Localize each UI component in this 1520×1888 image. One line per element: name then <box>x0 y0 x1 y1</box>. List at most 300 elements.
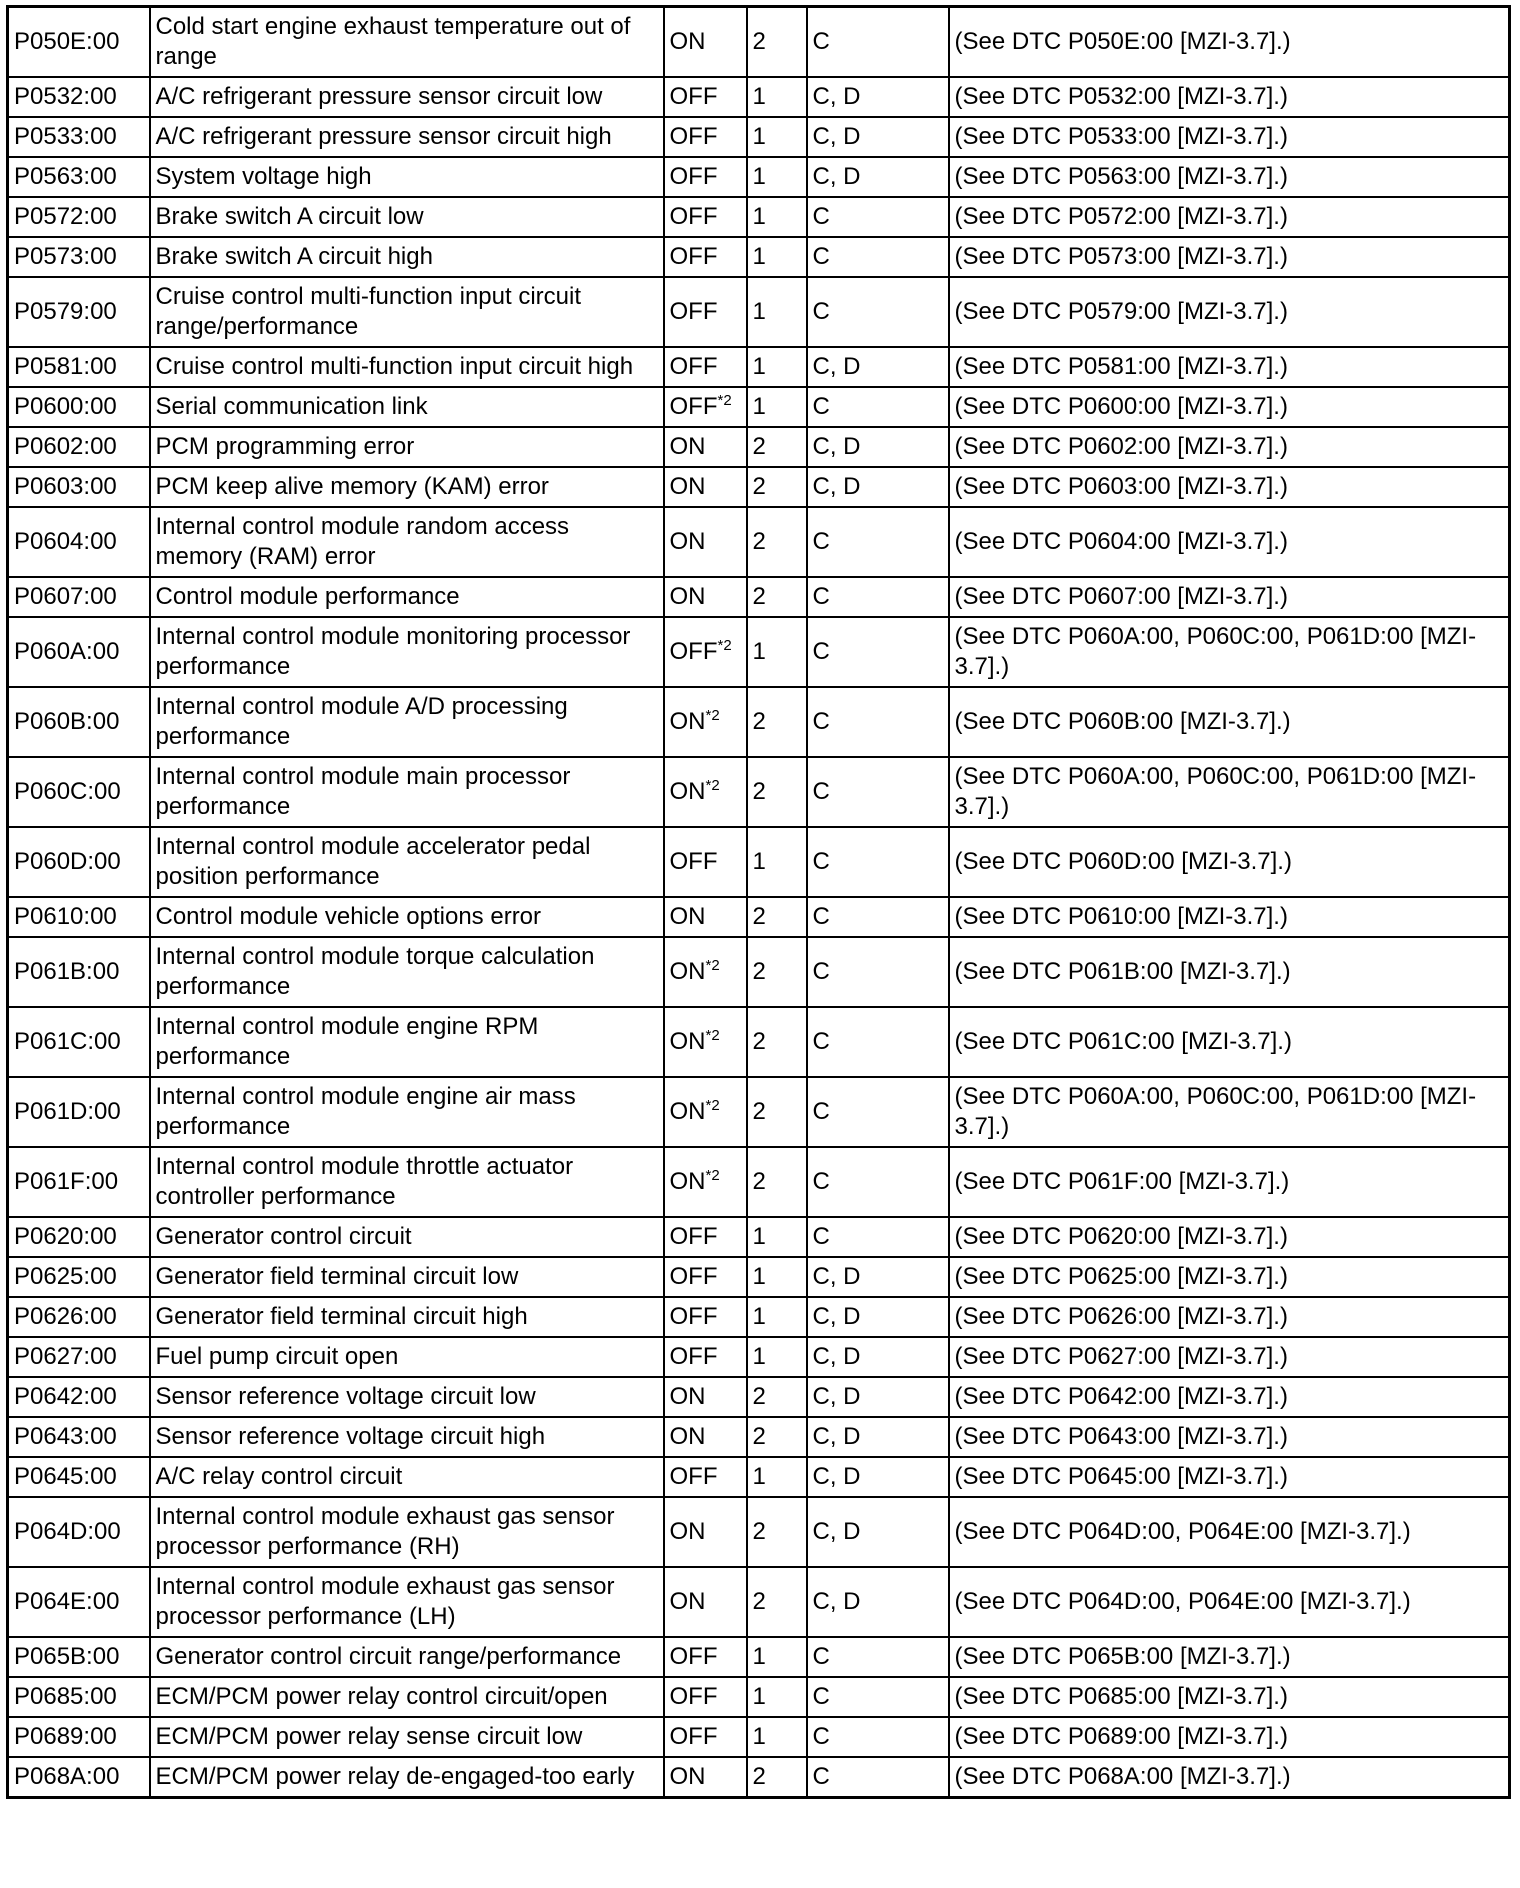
dtc-code-cell <box>8 1637 150 1677</box>
table-row <box>8 897 1510 937</box>
dtc-description-cell <box>150 347 664 387</box>
reference-cell <box>949 77 1510 117</box>
reference-cell <box>949 617 1510 687</box>
dc-cell <box>747 757 807 827</box>
monitor-item-cell <box>807 1257 949 1297</box>
dc-cell <box>747 117 807 157</box>
dtc-description-text: Internal control module exhaust gas sensor processor performance (LH) <box>155 1573 615 1630</box>
table-row <box>8 1717 1510 1757</box>
table-row <box>8 827 1510 897</box>
monitor-item-cell <box>807 577 949 617</box>
table-row <box>8 1077 1510 1147</box>
dtc-description-cell <box>150 117 664 157</box>
dtc-code-text: P0620:00 <box>14 1223 117 1250</box>
dtc-code-text: P0563:00 <box>14 163 117 190</box>
dtc-description-text: Cruise control multi-function input circuit high <box>155 353 634 380</box>
monitor-item-cell <box>807 197 949 237</box>
dtc-description-text: Sensor reference voltage circuit low <box>155 1383 536 1410</box>
mil-text: ON <box>669 583 706 610</box>
mil-cell <box>664 347 747 387</box>
dc-cell <box>747 577 807 617</box>
dc-cell <box>747 237 807 277</box>
dtc-description-cell <box>150 687 664 757</box>
reference-text: (See DTC P060D:00 [MZI-3.7].) <box>954 848 1292 875</box>
monitor-item-cell <box>807 1217 949 1257</box>
mil-cell <box>664 237 747 277</box>
reference-text: (See DTC P0600:00 [MZI-3.7].) <box>954 393 1288 420</box>
reference-cell <box>949 427 1510 467</box>
dc-cell <box>747 507 807 577</box>
dtc-code-text: P0607:00 <box>14 583 117 610</box>
dtc-code-cell <box>8 757 150 827</box>
monitor-item-text: C, D <box>812 1463 861 1490</box>
reference-text: (See DTC P0627:00 [MZI-3.7].) <box>954 1343 1288 1370</box>
dtc-table <box>6 5 1511 1799</box>
monitor-item-cell <box>807 687 949 757</box>
dtc-code-text: P0645:00 <box>14 1463 117 1490</box>
dtc-code-text: P064E:00 <box>14 1588 120 1615</box>
dtc-code-cell <box>8 1077 150 1147</box>
mil-text: ON <box>669 708 706 735</box>
mil-cell <box>664 277 747 347</box>
dc-cell <box>747 387 807 427</box>
dtc-description-text: Fuel pump circuit open <box>155 1343 399 1370</box>
dtc-code-text: P0579:00 <box>14 298 117 325</box>
reference-text: (See DTC P0607:00 [MZI-3.7].) <box>954 583 1288 610</box>
dtc-code-text: P060C:00 <box>14 778 121 805</box>
dc-text: 2 <box>752 1168 766 1195</box>
reference-cell <box>949 1637 1510 1677</box>
reference-text: (See DTC P050E:00 [MZI-3.7].) <box>954 28 1291 55</box>
dtc-description-cell <box>150 197 664 237</box>
mil-cell <box>664 1567 747 1637</box>
monitor-item-cell <box>807 1567 949 1637</box>
reference-cell <box>949 1337 1510 1377</box>
monitor-item-cell <box>807 77 949 117</box>
mil-text: OFF <box>669 203 718 230</box>
dc-cell <box>747 197 807 237</box>
dc-cell <box>747 1637 807 1677</box>
dtc-code-cell <box>8 1337 150 1377</box>
mil-cell <box>664 427 747 467</box>
dtc-description-text: ECM/PCM power relay control circuit/open <box>155 1683 608 1710</box>
mil-text: OFF <box>669 1643 718 1670</box>
reference-cell <box>949 1217 1510 1257</box>
dtc-description-cell <box>150 387 664 427</box>
mil-text: ON <box>669 1588 706 1615</box>
monitor-item-text: C <box>812 1643 830 1670</box>
reference-text: (See DTC P060A:00, P060C:00, P061D:00 [MZI-3.7].) <box>954 763 1477 820</box>
mil-text: OFF <box>669 1263 718 1290</box>
reference-cell <box>949 237 1510 277</box>
monitor-item-text: C, D <box>812 433 861 460</box>
dtc-description-text: Internal control module random access memory (RAM) error <box>155 513 570 570</box>
dtc-description-text: Internal control module accelerator pedal position performance <box>155 833 591 890</box>
table-row <box>8 1677 1510 1717</box>
table-row <box>8 157 1510 197</box>
monitor-item-cell <box>807 1417 949 1457</box>
monitor-item-cell <box>807 7 949 78</box>
dtc-code-cell <box>8 117 150 157</box>
dtc-description-cell <box>150 1147 664 1217</box>
monitor-item-text: C <box>812 1168 830 1195</box>
dtc-description-cell <box>150 1007 664 1077</box>
mil-text: OFF <box>669 393 718 420</box>
dtc-code-cell <box>8 687 150 757</box>
dc-text: 2 <box>752 1518 766 1545</box>
dtc-code-text: P064D:00 <box>14 1518 121 1545</box>
dtc-code-text: P0627:00 <box>14 1343 117 1370</box>
footnote-marker: *2 <box>717 392 732 409</box>
reference-text: (See DTC P0642:00 [MZI-3.7].) <box>954 1383 1288 1410</box>
table-row <box>8 117 1510 157</box>
dtc-description-text: Internal control module torque calculation performance <box>155 943 595 1000</box>
dtc-code-text: P0533:00 <box>14 123 117 150</box>
mil-cell <box>664 157 747 197</box>
mil-cell <box>664 1217 747 1257</box>
monitor-item-text: C <box>812 1098 830 1125</box>
footnote-marker: *2 <box>705 1097 720 1114</box>
mil-cell <box>664 1757 747 1798</box>
mil-text: ON <box>669 433 706 460</box>
dtc-description-text: Generator control circuit <box>155 1223 412 1250</box>
mil-text: OFF <box>669 243 718 270</box>
dtc-code-text: P0572:00 <box>14 203 117 230</box>
dtc-code-cell <box>8 1677 150 1717</box>
dtc-table-container <box>6 5 1508 1799</box>
table-row <box>8 197 1510 237</box>
monitor-item-cell <box>807 1677 949 1717</box>
dtc-code-text: P0581:00 <box>14 353 117 380</box>
dc-cell <box>747 77 807 117</box>
monitor-item-text: C <box>812 848 830 875</box>
dtc-description-cell <box>150 427 664 467</box>
dc-text: 2 <box>752 1763 766 1790</box>
mil-cell <box>664 1377 747 1417</box>
monitor-item-text: C, D <box>812 353 861 380</box>
dc-text: 1 <box>752 393 766 420</box>
dc-cell <box>747 1717 807 1757</box>
dtc-description-cell <box>150 1077 664 1147</box>
dtc-code-cell <box>8 237 150 277</box>
table-row <box>8 387 1510 427</box>
monitor-item-text: C, D <box>812 1303 861 1330</box>
monitor-item-cell <box>807 427 949 467</box>
table-row <box>8 1217 1510 1257</box>
dtc-description-cell <box>150 1457 664 1497</box>
monitor-item-cell <box>807 827 949 897</box>
dtc-code-cell <box>8 617 150 687</box>
mil-cell <box>664 1257 747 1297</box>
monitor-item-text: C <box>812 28 830 55</box>
table-row <box>8 617 1510 687</box>
dtc-description-text: Control module vehicle options error <box>155 903 542 930</box>
monitor-item-text: C <box>812 903 830 930</box>
monitor-item-text: C, D <box>812 1383 861 1410</box>
reference-text: (See DTC P0610:00 [MZI-3.7].) <box>954 903 1288 930</box>
dtc-description-text: A/C relay control circuit <box>155 1463 403 1490</box>
dtc-code-cell <box>8 387 150 427</box>
reference-text: (See DTC P0602:00 [MZI-3.7].) <box>954 433 1288 460</box>
dc-cell <box>747 897 807 937</box>
monitor-item-cell <box>807 1637 949 1677</box>
reference-text: (See DTC P061C:00 [MZI-3.7].) <box>954 1028 1292 1055</box>
dtc-code-text: P061F:00 <box>14 1168 119 1195</box>
reference-cell <box>949 827 1510 897</box>
mil-cell <box>664 7 747 78</box>
dc-cell <box>747 467 807 507</box>
reference-cell <box>949 687 1510 757</box>
mil-text: ON <box>669 1383 706 1410</box>
monitor-item-text: C <box>812 638 830 665</box>
mil-text: OFF <box>669 638 718 665</box>
dtc-code-cell <box>8 1147 150 1217</box>
dtc-code-text: P0600:00 <box>14 393 117 420</box>
monitor-item-cell <box>807 1497 949 1567</box>
table-row <box>8 427 1510 467</box>
reference-cell <box>949 1377 1510 1417</box>
dtc-description-cell <box>150 577 664 617</box>
table-row <box>8 1007 1510 1077</box>
monitor-item-text: C, D <box>812 1423 861 1450</box>
dc-cell <box>747 157 807 197</box>
dtc-description-cell <box>150 1677 664 1717</box>
mil-cell <box>664 467 747 507</box>
dtc-description-cell <box>150 237 664 277</box>
dc-text: 1 <box>752 1223 766 1250</box>
monitor-item-cell <box>807 1757 949 1798</box>
dtc-code-cell <box>8 277 150 347</box>
dc-cell <box>747 1677 807 1717</box>
mil-cell <box>664 77 747 117</box>
dc-text: 1 <box>752 638 766 665</box>
mil-cell <box>664 507 747 577</box>
footnote-marker: *2 <box>705 777 720 794</box>
reference-cell <box>949 1077 1510 1147</box>
dtc-description-cell <box>150 507 664 577</box>
mil-text: OFF <box>669 1223 718 1250</box>
dc-text: 1 <box>752 1343 766 1370</box>
mil-cell <box>664 1417 747 1457</box>
mil-text: ON <box>669 1518 706 1545</box>
footnote-marker: *2 <box>705 957 720 974</box>
dtc-code-text: P065B:00 <box>14 1643 120 1670</box>
dtc-description-cell <box>150 77 664 117</box>
reference-text: (See DTC P0604:00 [MZI-3.7].) <box>954 528 1288 555</box>
dc-text: 1 <box>752 203 766 230</box>
dtc-code-cell <box>8 1567 150 1637</box>
monitor-item-text: C <box>812 1028 830 1055</box>
monitor-item-cell <box>807 277 949 347</box>
monitor-item-cell <box>807 617 949 687</box>
dtc-description-text: ECM/PCM power relay sense circuit low <box>155 1723 583 1750</box>
reference-text: (See DTC P065B:00 [MZI-3.7].) <box>954 1643 1291 1670</box>
dc-text: 1 <box>752 1263 766 1290</box>
mil-cell <box>664 1457 747 1497</box>
table-row <box>8 1417 1510 1457</box>
mil-cell <box>664 1297 747 1337</box>
mil-text: OFF <box>669 123 718 150</box>
monitor-item-text: C, D <box>812 1263 861 1290</box>
dc-text: 2 <box>752 473 766 500</box>
dtc-code-cell <box>8 1757 150 1798</box>
reference-text: (See DTC P0533:00 [MZI-3.7].) <box>954 123 1288 150</box>
dtc-code-text: P0685:00 <box>14 1683 117 1710</box>
reference-text: (See DTC P061B:00 [MZI-3.7].) <box>954 958 1291 985</box>
dtc-code-cell <box>8 1007 150 1077</box>
dtc-code-cell <box>8 897 150 937</box>
dc-cell <box>747 277 807 347</box>
mil-text: OFF <box>669 1303 718 1330</box>
mil-text: ON <box>669 528 706 555</box>
mil-cell <box>664 1337 747 1377</box>
dc-text: 2 <box>752 958 766 985</box>
reference-text: (See DTC P061F:00 [MZI-3.7].) <box>954 1168 1290 1195</box>
dtc-description-text: System voltage high <box>155 163 372 190</box>
reference-text: (See DTC P0626:00 [MZI-3.7].) <box>954 1303 1288 1330</box>
dc-text: 1 <box>752 1683 766 1710</box>
dc-text: 2 <box>752 1098 766 1125</box>
mil-text: ON <box>669 1098 706 1125</box>
monitor-item-cell <box>807 1007 949 1077</box>
dtc-description-cell <box>150 827 664 897</box>
dc-text: 1 <box>752 1303 766 1330</box>
monitor-item-text: C <box>812 1683 830 1710</box>
reference-cell <box>949 157 1510 197</box>
reference-cell <box>949 1757 1510 1798</box>
mil-cell <box>664 937 747 1007</box>
dc-cell <box>747 427 807 467</box>
reference-cell <box>949 507 1510 577</box>
dtc-description-text: Internal control module A/D processing performance <box>155 693 568 750</box>
table-row <box>8 757 1510 827</box>
reference-text: (See DTC P0573:00 [MZI-3.7].) <box>954 243 1288 270</box>
reference-cell <box>949 7 1510 78</box>
dtc-description-cell <box>150 1567 664 1637</box>
dc-text: 2 <box>752 1423 766 1450</box>
dtc-table-body <box>8 7 1510 1798</box>
dtc-code-text: P068A:00 <box>14 1763 120 1790</box>
mil-text: ON <box>669 1763 706 1790</box>
dc-text: 2 <box>752 28 766 55</box>
reference-text: (See DTC P064D:00, P064E:00 [MZI-3.7].) <box>954 1588 1411 1615</box>
dc-text: 1 <box>752 848 766 875</box>
monitor-item-text: C <box>812 1223 830 1250</box>
dtc-description-text: Internal control module main processor performance <box>155 763 571 820</box>
dc-cell <box>747 617 807 687</box>
mil-cell <box>664 1077 747 1147</box>
dtc-description-cell <box>150 1297 664 1337</box>
mil-text: ON <box>669 958 706 985</box>
dtc-description-cell <box>150 1217 664 1257</box>
reference-cell <box>949 1297 1510 1337</box>
mil-cell <box>664 687 747 757</box>
reference-text: (See DTC P060A:00, P060C:00, P061D:00 [MZI-3.7].) <box>954 1083 1477 1140</box>
mil-text: OFF <box>669 1463 718 1490</box>
dtc-code-text: P0689:00 <box>14 1723 117 1750</box>
dc-text: 1 <box>752 83 766 110</box>
reference-cell <box>949 387 1510 427</box>
dc-text: 2 <box>752 1028 766 1055</box>
monitor-item-text: C, D <box>812 123 861 150</box>
dtc-description-text: PCM programming error <box>155 433 415 460</box>
mil-text: OFF <box>669 83 718 110</box>
mil-text: ON <box>669 778 706 805</box>
dtc-description-text: Internal control module exhaust gas sensor processor performance (RH) <box>155 1503 615 1560</box>
dc-text: 1 <box>752 353 766 380</box>
dtc-code-cell <box>8 77 150 117</box>
monitor-item-cell <box>807 387 949 427</box>
reference-cell <box>949 1007 1510 1077</box>
dc-text: 1 <box>752 298 766 325</box>
mil-cell <box>664 1007 747 1077</box>
dtc-description-cell <box>150 467 664 507</box>
mil-text: ON <box>669 1168 706 1195</box>
dtc-description-cell <box>150 1377 664 1417</box>
monitor-item-cell <box>807 117 949 157</box>
monitor-item-text: C <box>812 203 830 230</box>
mil-cell <box>664 827 747 897</box>
monitor-item-cell <box>807 467 949 507</box>
table-row <box>8 1257 1510 1297</box>
reference-text: (See DTC P060B:00 [MZI-3.7].) <box>954 708 1291 735</box>
dtc-description-text: Sensor reference voltage circuit high <box>155 1423 546 1450</box>
dtc-description-text: Control module performance <box>155 583 460 610</box>
dtc-code-cell <box>8 1457 150 1497</box>
reference-cell <box>949 1567 1510 1637</box>
dc-text: 1 <box>752 1643 766 1670</box>
dc-text: 2 <box>752 708 766 735</box>
dtc-code-text: P0573:00 <box>14 243 117 270</box>
dtc-code-cell <box>8 937 150 1007</box>
dc-cell <box>747 1297 807 1337</box>
dc-cell <box>747 1257 807 1297</box>
reference-cell <box>949 197 1510 237</box>
table-row <box>8 1337 1510 1377</box>
dc-cell <box>747 1147 807 1217</box>
dtc-description-cell <box>150 157 664 197</box>
dc-cell <box>747 1377 807 1417</box>
reference-text: (See DTC P0625:00 [MZI-3.7].) <box>954 1263 1288 1290</box>
dc-text: 2 <box>752 778 766 805</box>
table-row <box>8 277 1510 347</box>
table-row <box>8 1757 1510 1798</box>
mil-cell <box>664 1677 747 1717</box>
dtc-code-cell <box>8 1217 150 1257</box>
reference-text: (See DTC P0685:00 [MZI-3.7].) <box>954 1683 1288 1710</box>
dc-cell <box>747 1077 807 1147</box>
monitor-item-cell <box>807 1297 949 1337</box>
dtc-description-text: Generator control circuit range/performance <box>155 1643 622 1670</box>
dtc-description-text: Cold start engine exhaust temperature out of range <box>155 13 631 70</box>
dc-text: 2 <box>752 903 766 930</box>
monitor-item-text: C <box>812 243 830 270</box>
table-row <box>8 1377 1510 1417</box>
dtc-code-cell <box>8 7 150 78</box>
mil-text: ON <box>669 1423 706 1450</box>
dtc-description-cell <box>150 7 664 78</box>
dc-text: 1 <box>752 1463 766 1490</box>
table-row <box>8 1147 1510 1217</box>
mil-text: OFF <box>669 353 718 380</box>
dc-cell <box>747 687 807 757</box>
monitor-item-text: C <box>812 778 830 805</box>
dc-cell <box>747 1217 807 1257</box>
reference-cell <box>949 577 1510 617</box>
monitor-item-text: C <box>812 1763 830 1790</box>
monitor-item-cell <box>807 1147 949 1217</box>
reference-cell <box>949 757 1510 827</box>
